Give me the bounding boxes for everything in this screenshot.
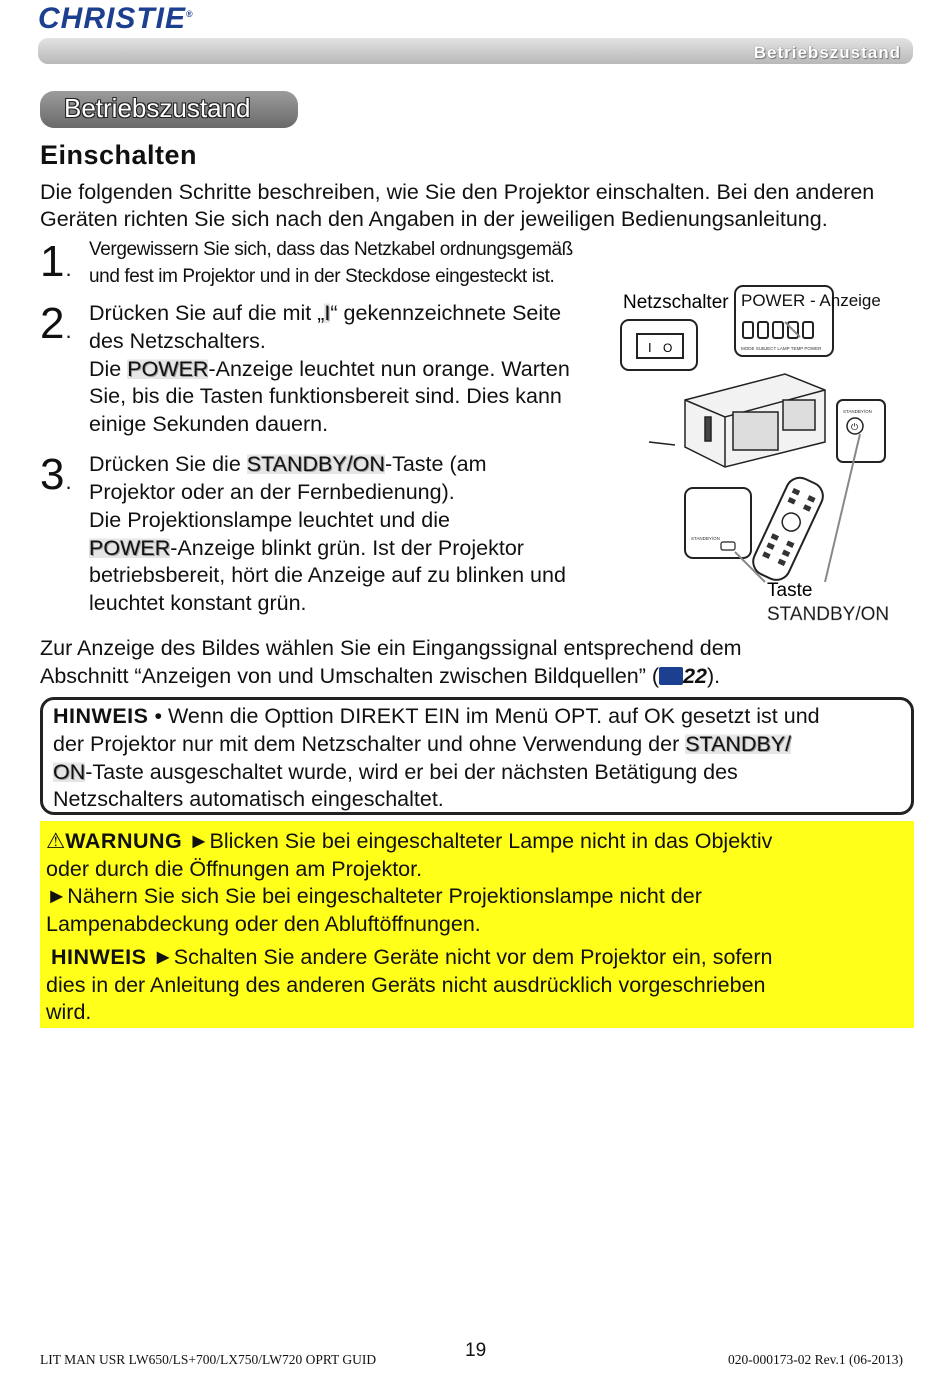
indicator-leds bbox=[743, 322, 813, 338]
step-1-line-1: Vergewissern Sie sich, dass das Netzkabel ordnungsgemäß bbox=[89, 239, 573, 260]
step-2-line-2: des Netzschalters. bbox=[89, 329, 266, 353]
section-title-pill bbox=[40, 91, 298, 128]
section-title: Betriebszustand bbox=[64, 93, 251, 123]
page-heading: Einschalten bbox=[40, 140, 198, 170]
step-3-line-2: Projektor oder an der Fernbedienung). bbox=[89, 480, 455, 504]
step-2-line-1: Drücken Sie auf die mit „I“ gekennzeichnete Seite bbox=[89, 301, 562, 325]
intro-line-1: Die folgenden Schritte beschreiben, wie Sie den Projektor einschalten. Bei den anderen bbox=[40, 180, 875, 204]
step-1-line-2: und fest im Projektor und in der Steckdose eingesteckt ist. bbox=[89, 266, 555, 287]
step-2-line-3: Die POWER-Anzeige leuchtet nun orange. Warten bbox=[89, 357, 570, 381]
power-label: POWER - Anzeige bbox=[741, 291, 881, 310]
after-steps-line-1: Zur Anzeige des Bildes wählen Sie ein Eingangssignal entsprechend dem bbox=[40, 636, 742, 660]
footer-doc-id: LIT MAN USR LW650/LS+700/LX750/LW720 OPRT GUID bbox=[40, 1352, 377, 1367]
intro-line-2: Geräten richten Sie sich nach den Angaben in der jeweiligen Bedienungsanleitung. bbox=[40, 207, 828, 231]
warning-hinweis-label: HINWEIS bbox=[51, 945, 147, 969]
power-symbol-icon: ⏻ bbox=[851, 422, 859, 432]
projector-illustration bbox=[615, 282, 915, 627]
indicator-row-label: MODE SUBJECT LAMP TEMP POWER bbox=[741, 346, 822, 351]
step-2-line-5: einige Sekunden dauern. bbox=[89, 412, 329, 436]
footer-revision: 020-000173-02 Rev.1 (06-2013) bbox=[728, 1352, 903, 1367]
step-3-line-5: betriebsbereit, hört die Anzeige auf zu blinken und bbox=[89, 563, 566, 587]
warning-line-4: Lampenabdeckung oder den Abluftöffnungen. bbox=[46, 912, 481, 936]
step-1-number: 1. bbox=[40, 237, 72, 286]
step-3-line-6: leuchtet konstant grün. bbox=[89, 591, 307, 615]
step-2-line-4: Sie, bis die Tasten funktionsbereit sind. Dies kann bbox=[89, 384, 562, 408]
power-cable bbox=[649, 442, 675, 445]
note-line-1: HINWEIS • Wenn die Opttion DIREKT EIN im Menü OPT. auf OK gesetzt ist und bbox=[53, 704, 820, 728]
book-ref-icon bbox=[659, 667, 683, 685]
warning-line-1: ⚠WARNUNG ►Blicken Sie bei eingeschalteter Lampe nicht in das Objektiv bbox=[46, 829, 773, 853]
remote-control-icon bbox=[749, 473, 828, 584]
panel-standby-label: STANDBY/ON bbox=[843, 409, 872, 414]
header-bar bbox=[38, 38, 913, 64]
note-line-3: ON-Taste ausgeschaltet wurde, wird er bei der nächsten Betätigung des bbox=[53, 760, 738, 784]
netzschalter-label: Netzschalter bbox=[623, 292, 729, 313]
projector-body bbox=[685, 374, 825, 467]
note-line-4: Netzschalters automatisch eingeschaltet. bbox=[53, 787, 444, 811]
switch-o: O bbox=[663, 341, 673, 355]
christie-logo: CHRISTIE® bbox=[38, 2, 194, 35]
step-3-line-4: POWER-Anzeige blinkt grün. Ist der Projektor bbox=[89, 536, 524, 560]
warning-triangle-icon: ⚠ bbox=[46, 829, 66, 853]
note-line-2: der Projektor nur mit dem Netzschalter und ohne Verwendung der STANDBY/ bbox=[53, 732, 792, 756]
step-3-line-1: Drücken Sie die STANDBY/ON-Taste (am bbox=[89, 452, 487, 476]
page-reference[interactable]: 22 bbox=[683, 664, 707, 688]
step-3-number: 3. bbox=[40, 450, 72, 499]
remote-standby-button-icon bbox=[721, 542, 735, 550]
warning-line-2: oder durch die Öffnungen am Projektor. bbox=[46, 857, 423, 881]
header-section-tab: Betriebszustand bbox=[753, 43, 901, 62]
remote-callout bbox=[685, 488, 751, 558]
warning-line-7: wird. bbox=[46, 1000, 92, 1024]
after-steps-line-2: Abschnitt “Anzeigen von und Umschalten zwischen Bildquellen” ( 22). bbox=[40, 664, 721, 688]
standby-on-label: STANDBY/ON bbox=[767, 604, 890, 625]
remote-standby-label: STANDBY/ON bbox=[691, 536, 720, 541]
warning-line-6: dies in der Anleitung des anderen Geräts nicht ausdrücklich vorgeschrieben bbox=[46, 973, 766, 997]
note-label: HINWEIS bbox=[53, 704, 149, 728]
warning-label: WARNUNG bbox=[65, 829, 183, 853]
page-number: 19 bbox=[465, 1340, 487, 1361]
power-switch bbox=[637, 334, 683, 358]
switch-i: I bbox=[648, 340, 652, 355]
warning-line-5: HINWEIS ►Schalten Sie andere Geräte nicht vor dem Projektor ein, sofern bbox=[51, 945, 773, 969]
step-2-number: 2. bbox=[40, 299, 72, 348]
step-3-line-3: Die Projektionslampe leuchtet und die bbox=[89, 508, 450, 532]
warning-line-3: ►Nähern Sie sich Sie bei eingeschalteter Projektionslampe nicht der bbox=[46, 884, 702, 908]
taste-label: Taste bbox=[767, 580, 813, 601]
